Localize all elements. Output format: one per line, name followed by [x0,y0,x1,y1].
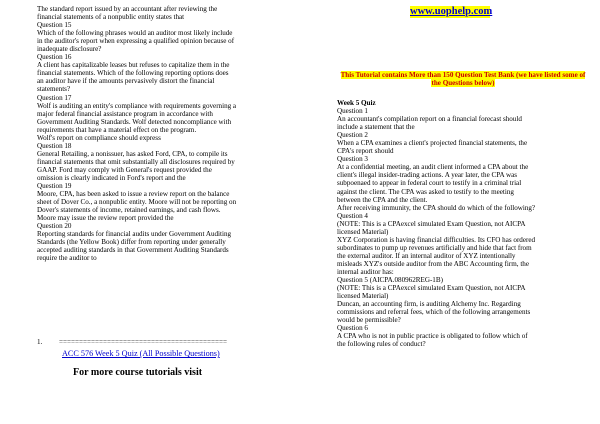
text-line: An accountant's compilation report on a financial forecast should [337,115,522,124]
text-line: Moore, CPA, has been asked to issue a review report on the balance [37,190,230,199]
text-line: licensed Material) [337,292,389,301]
text-line: inadequate disclosure? [37,45,102,54]
text-line: Question 16 [37,53,72,62]
text-line: accepted auditing standards in that Government Auditing Standards [37,246,229,255]
text-line: the following rules of conduct? [337,340,426,349]
tutorial-banner [337,71,589,87]
text-line: (NOTE: This is a CPAexcel simulated Exam Question, not AICPA [337,284,526,293]
text-line: Government Auditing Standards. Wolf detected noncompliance with [37,117,232,126]
text-line: (NOTE: This is a CPAexcel simulated Exam Question, not AICPA [337,219,526,228]
text-line: The standard report issued by an accountant after reviewing the [37,5,218,13]
text-line: licensed Material) [337,227,389,236]
text-line: an auditor have if the amounts pervasively distort the financial [37,77,215,86]
text-line: At a confidential meeting, an audit client informed a CPA about the [337,163,529,172]
text-line: requirements that have a material effect on the program. [37,125,197,134]
text-line: CPA's report should [337,147,394,156]
text-line: Dover's statements of income, retained earnings, and cash flows. [37,206,221,215]
text-line: subpoenaed to appear in federal court to testify in a criminal trial [337,179,522,188]
text-line: Question 18 [37,141,72,150]
text-line: Standards (the Yellow Book) differ from reporting under generally [37,238,226,247]
text-line: Question 6 [337,324,368,333]
text-line: Reporting standards for financial audits under Government Auditing [37,230,232,239]
text-line: Question 1 [337,107,368,116]
text-line: between the CPA and the client. [337,195,428,204]
text-line: Question 20 [37,222,72,231]
tutorial-banner-text: This Tutorial contains More than 150 Question Test Bank (we have listed some of the Questions below) [340,71,586,88]
text-line: General Retailing, a nonissuer, has asked Ford, CPA, to compile its [37,149,228,158]
text-line: commissions and referral fees, which of the following arrangements [337,308,531,317]
text-line: internal auditor has: [337,267,394,276]
text-line: A CPA who is not in public practice is obligated to follow which of [337,332,528,341]
text-line: financial statements. Which of the following reporting options does [37,69,229,78]
more-tutorials-heading: For more course tutorials visit [73,367,203,378]
text-line: Question 4 [337,211,368,220]
text-line: financial statements that omit substantially all disclosures required by [37,157,235,166]
text-line: in the auditor's report when expressing a qualified opinion because of [37,37,235,46]
text-line: major federal financial assistance program in accordance with [37,109,213,118]
text-line: statements? [37,85,71,94]
left-column [37,5,299,263]
text-line: subordinates to pump up revenues artificially and hide that fact from [337,243,532,252]
footer-list-item [37,338,299,346]
text-line: XYZ Corporation is having financial difficulties. Its CFO has ordered [337,235,536,244]
text-line: When a CPA examines a client's projected financial statements, the [337,139,528,148]
text-line: Wolf's report on compliance should express [37,133,161,142]
text-line: would be permissible? [337,316,401,325]
week-title: Week 5 Quiz [337,99,376,107]
text-line: A client has capitalizable leases but refuses to capitalize them in the [37,61,230,70]
text-line: omission is clearly indicated in Ford's report and the [37,173,186,182]
text-line: GAAP. Ford may comply with General's request provided the [37,165,212,174]
text-line: client's illegal insider-trading actions. A year later, the CPA was [337,171,518,180]
text-line: require the auditor to [37,254,97,263]
text-line: Moore may issue the review report provided the [37,214,174,223]
text-line: Question 17 [37,93,72,102]
text-line: Wolf is auditing an entity's compliance with requirements governing a [37,101,237,110]
text-line: Which of the following phrases would an auditor most likely include [37,29,233,38]
text-line: Question 19 [37,182,72,191]
separator-line: ========================================== [59,338,228,346]
acc-576-quiz-link[interactable]: ACC 576 Week 5 Quiz (All Possible Questions) [62,349,220,358]
text-line: include a statement that the [337,123,415,132]
text-line: Duncan, an accounting firm, is auditing Alchemy Inc. Regarding [337,300,521,309]
text-line: the external auditor. If an internal auditor of XYZ intentionally [337,251,516,260]
text-line: financial statements of a nonpublic entity states that [37,13,185,22]
list-number: 1. [37,338,43,346]
right-lines [337,107,589,348]
text-line: against the client. The CPA was asked to testify to the meeting [337,187,514,196]
text-line: After receiving immunity, the CPA should do which of the following? [337,203,536,212]
text-line: misleads XYZ's outside auditor from the ABC Accounting firm, the [337,259,529,268]
text-line: Question 15 [37,21,72,30]
uophelp-site-link[interactable]: www.uophelp.com [410,6,493,17]
text-line: Question 2 [337,131,368,140]
text-line: sheet of Dover Co., a nonpublic entity. Moore will not be reporting on [37,198,237,207]
text-line: Question 3 [337,155,368,164]
right-column [337,99,589,348]
text-line: Question 5 (AICPA.080962REG-1B) [337,276,443,285]
